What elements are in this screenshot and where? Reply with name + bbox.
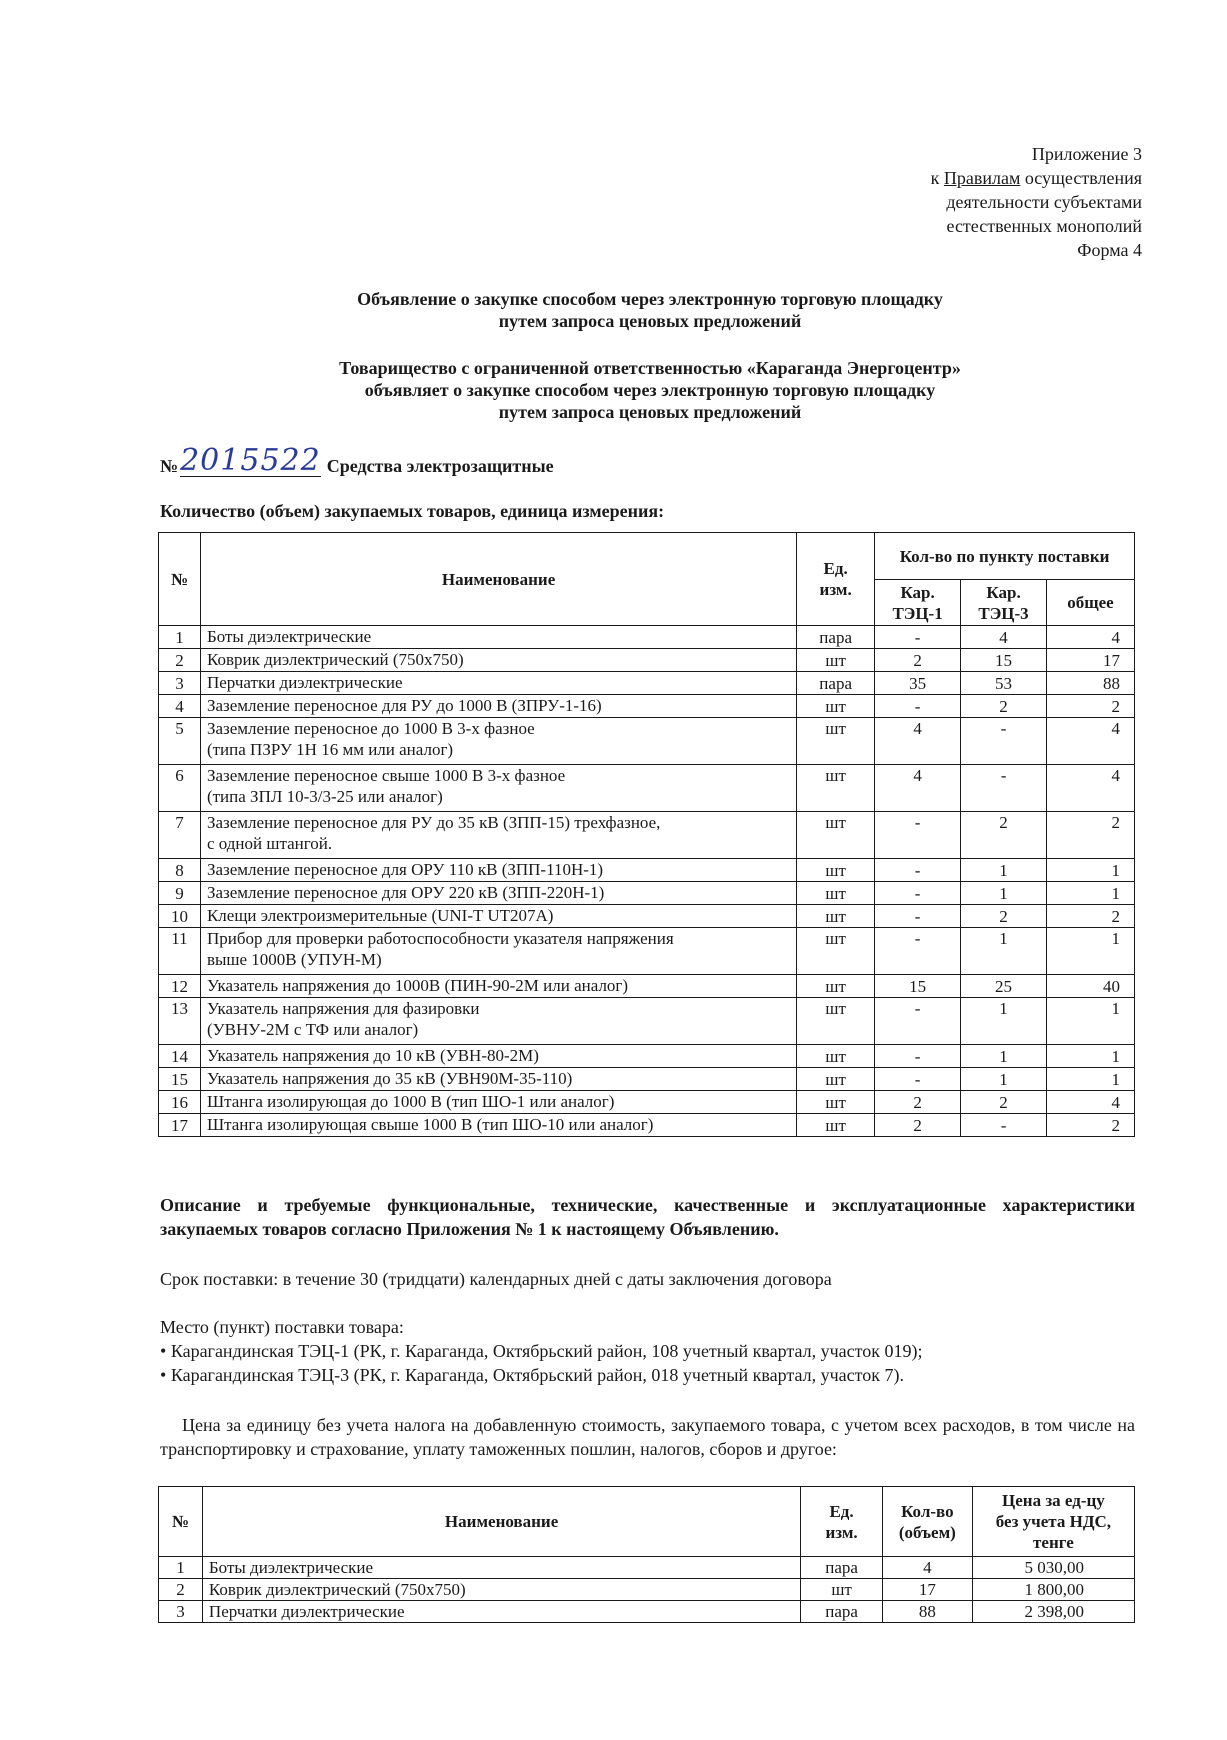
item-name-line-1: Заземление переносное для ОРУ 220 кВ (ЗПП-220Н-1) [206,883,605,902]
header-unit-line-1: Ед. [823,559,848,578]
item-unit: шт [797,975,875,998]
price-header-price [972,1487,1134,1557]
price-header-qty [882,1487,972,1557]
item-unit: пара [801,1557,883,1579]
qty-tec3: 53 [961,672,1047,695]
qty-total: 88 [1047,672,1135,695]
price-header-price-line-3: тенге [1033,1533,1074,1552]
quantity-section-title: Количество (объем) закупаемых товаров, единица измерения: [160,501,665,521]
row-number: 12 [159,975,201,998]
header-unit [797,533,875,626]
row-number: 5 [159,718,201,765]
delivery-place-item-2: • Карагандинская ТЭЦ-3 (РК, г. Караганда, Октябрьский район, 018 учетный квартал, участок 7). [160,1365,905,1385]
item-unit: пара [801,1601,883,1623]
appendix-line-4: естественных монополий [946,216,1142,236]
row-number: 4 [159,695,201,718]
header-tec1-line-2: ТЭЦ-1 [892,603,943,623]
table-row [159,998,1135,1045]
number-sign: № [160,456,179,476]
item-name-line-1: Указатель напряжения до 35 кВ (УВН90М-35-110) [206,1069,573,1088]
qty-total: 4 [1047,765,1135,812]
qty-tec3: 1 [961,1045,1047,1068]
qty-tec1: - [875,626,961,649]
qty-tec3: - [961,765,1047,812]
item-name [200,975,796,998]
item-name-line-1: Заземление переносное до 1000 В 3-х фазное [206,719,535,738]
organization-statement [160,357,1140,423]
qty-total: 4 [1047,1091,1135,1114]
qty-tec1: - [875,928,961,975]
header-delivery: Кол-во по пункту поставки [875,533,1135,580]
qty-tec3: - [961,1114,1047,1137]
appendix-line-3: деятельности субъектами [946,192,1142,212]
price-table [158,1486,1135,1623]
item-name-line-2: (типа ЗПЛ 10-3/3-25 или аналог) [206,787,443,806]
item-unit: шт [797,1091,875,1114]
row-number: 9 [159,882,201,905]
qty-total: 2 [1047,1114,1135,1137]
table-row [159,1114,1135,1137]
qty-tec1: 2 [875,649,961,672]
handwritten-lot-number: 2015522 [180,443,321,478]
organization-line-2: объявляет о закупке способом через электронную торговую площадку [364,380,936,400]
item-name-line-1: Прибор для проверки работоспособности указателя напряжения [206,929,674,948]
row-number: 10 [159,905,201,928]
price-header-name: Наименование [202,1487,800,1557]
item-name-line-1: Указатель напряжения для фазировки [206,999,480,1018]
item-unit: шт [797,718,875,765]
table-row [159,975,1135,998]
row-number: 2 [159,649,201,672]
qty-tec3: - [961,718,1047,765]
qty-total: 40 [1047,975,1135,998]
item-unit: шт [797,649,875,672]
item-unit: шт [797,1068,875,1091]
appendix-line-2-prefix: к [930,168,944,188]
appendix-line-1: Приложение 3 [1031,144,1142,164]
item-name [200,695,796,718]
row-number: 13 [159,998,201,1045]
price-header-price-line-2: без учета НДС, [995,1512,1112,1531]
table-row [159,1579,1135,1601]
item-unit: шт [797,695,875,718]
item-unit: пара [797,626,875,649]
header-name: Наименование [200,533,796,626]
qty-tec3: 25 [961,975,1047,998]
item-unit: шт [797,765,875,812]
appendix-line-2 [931,166,1142,190]
table-row [159,859,1135,882]
qty-tec3: 15 [961,649,1047,672]
item-name [200,905,796,928]
item-unit: шт [797,882,875,905]
qty-total: 1 [1047,928,1135,975]
appendix-line-2-suffix: осуществления [1020,168,1142,188]
qty-tec1: - [875,1068,961,1091]
item-name-line-1: Указатель напряжения до 10 кВ (УВН-80-2М) [206,1046,539,1065]
qty-total: 1 [1047,882,1135,905]
item-name-line-1: Заземление переносное свыше 1000 В 3-х фазное [206,766,566,785]
item-name [200,928,796,975]
table-row [159,649,1135,672]
qty-total: 17 [1047,649,1135,672]
header-tec3-line-2: ТЭЦ-3 [978,603,1029,623]
price-header-unit-line-2: изм. [825,1522,858,1542]
delivery-place-item-2-text: Карагандинская ТЭЦ-3 (РК, г. Караганда, Октябрьский район, 018 учетный квартал, участок 7). [170,1365,905,1385]
row-number: 6 [159,765,201,812]
header-total: общее [1047,580,1135,626]
quantity-table [158,532,1135,1137]
form-number: Форма 4 [1077,240,1142,260]
header-tec1 [875,580,961,626]
item-name-line-2: (УВНУ-2М с ТФ или аналог) [206,1020,419,1039]
row-number: 2 [159,1579,203,1601]
item-unit: шт [797,812,875,859]
price-note: Цена за единицу без учета налога на добавленную стоимость, закупаемого товара, с учетом всех расходов, в том числе на транспортировку и страхование, уплату таможенных пошлин, налогов, сборов и другое: [160,1415,1135,1459]
item-name: Боты диэлектрические [202,1557,800,1579]
item-unit: шт [797,859,875,882]
item-name-line-1: Указатель напряжения до 1000В (ПИН-90-2М или аналог) [206,976,629,995]
table-row [159,812,1135,859]
row-number: 11 [159,928,201,975]
appendix-header [931,142,1142,262]
item-price: 1 800,00 [972,1579,1134,1601]
item-name-line-2: (типа ПЗРУ 1Н 16 мм или аналог) [206,740,454,759]
item-name [200,765,796,812]
qty-tec3: 1 [961,998,1047,1045]
item-price: 2 398,00 [972,1601,1134,1623]
header-no: № [159,533,201,626]
row-number: 17 [159,1114,201,1137]
delivery-place-label: Место (пункт) поставки товара: [160,1317,404,1337]
qty-tec3: 1 [961,882,1047,905]
table-row [159,928,1135,975]
description-paragraph: Описание и требуемые функциональные, технические, качественные и эксплуатационные характеристики закупаемых товаров согласно Приложения № 1 к настоящему Объявлению. [160,1195,1135,1239]
item-name [200,998,796,1045]
price-header-unit [801,1487,883,1557]
qty-tec3: 2 [961,695,1047,718]
row-number: 1 [159,626,201,649]
item-name: Перчатки диэлектрические [202,1601,800,1623]
row-number: 8 [159,859,201,882]
header-unit-line-2: изм. [819,580,852,599]
qty-total: 2 [1047,905,1135,928]
rules-link[interactable]: Правилам [943,168,1021,188]
item-unit: шт [797,998,875,1045]
lot-line [160,443,554,478]
row-number: 7 [159,812,201,859]
announcement-title-line-2: путем запроса ценовых предложений [498,311,802,331]
table-row [159,1068,1135,1091]
row-number: 15 [159,1068,201,1091]
item-unit: шт [797,928,875,975]
qty-tec1: 35 [875,672,961,695]
header-tec3 [961,580,1047,626]
table-row [159,882,1135,905]
qty-tec1: - [875,998,961,1045]
item-name [200,672,796,695]
table-row [159,1601,1135,1623]
item-name-line-1: Клещи электроизмерительные (UNI-T UT207A) [206,906,554,925]
qty-tec1: 2 [875,1114,961,1137]
delivery-term-label: Срок поставки: [160,1269,279,1289]
price-header-qty-line-1: Кол-во [901,1501,954,1521]
item-name [200,626,796,649]
qty-tec1: - [875,859,961,882]
item-name [200,649,796,672]
header-tec3-line-1: Кар. [986,582,1021,602]
table-row [159,718,1135,765]
item-name-line-1: Штанга изолирующая свыше 1000 В (тип ШО-10 или аналог) [206,1115,654,1134]
qty-tec3: 2 [961,1091,1047,1114]
item-qty: 88 [882,1601,972,1623]
item-unit: пара [797,672,875,695]
qty-tec1: - [875,812,961,859]
item-name-line-1: Заземление переносное для ОРУ 110 кВ (ЗПП-110Н-1) [206,860,604,879]
row-number: 3 [159,672,201,695]
item-name [200,812,796,859]
qty-tec1: 2 [875,1091,961,1114]
qty-tec1: - [875,1045,961,1068]
qty-tec1: - [875,695,961,718]
item-name [200,1045,796,1068]
qty-tec1: 4 [875,718,961,765]
table-row [159,626,1135,649]
row-number: 3 [159,1601,203,1623]
item-name-line-1: Заземление переносное для РУ до 35 кВ (ЗПП-15) трехфазное, [206,813,661,832]
qty-tec3: 1 [961,928,1047,975]
qty-total: 1 [1047,1045,1135,1068]
price-table-body [159,1557,1135,1623]
item-name [200,1114,796,1137]
item-name-line-1: Заземление переносное для РУ до 1000 В (ЗПРУ-1-16) [206,696,602,715]
item-name [200,718,796,765]
item-name [200,882,796,905]
header-tec1-line-1: Кар. [900,582,935,602]
item-name [200,1068,796,1091]
table-row [159,672,1135,695]
qty-total: 1 [1047,998,1135,1045]
price-header-qty-line-2: (объем) [898,1522,956,1542]
price-header-no: № [159,1487,203,1557]
qty-total: 1 [1047,1068,1135,1091]
table-row [159,1091,1135,1114]
qty-tec1: 15 [875,975,961,998]
row-number: 16 [159,1091,201,1114]
row-number: 1 [159,1557,203,1579]
qty-total: 2 [1047,812,1135,859]
organization-line-3: путем запроса ценовых предложений [498,402,802,422]
item-qty: 17 [882,1579,972,1601]
item-name [200,1091,796,1114]
item-unit: шт [797,1114,875,1137]
announcement-title [160,288,1140,332]
delivery-term [160,1267,1135,1291]
item-name: Коврик диэлектрический (750х750) [202,1579,800,1601]
item-unit: шт [801,1579,883,1601]
item-name [200,859,796,882]
lot-name: Средства электрозащитные [326,456,554,476]
table-row [159,765,1135,812]
item-name-line-2: выше 1000В (УПУН-М) [206,950,382,969]
qty-tec3: 1 [961,1068,1047,1091]
item-name-line-1: Перчатки диэлектрические [206,673,403,692]
table-row [159,905,1135,928]
item-qty: 4 [882,1557,972,1579]
qty-tec1: 4 [875,765,961,812]
item-unit: шт [797,905,875,928]
qty-total: 1 [1047,859,1135,882]
price-header-price-line-1: Цена за ед-цу [1002,1491,1105,1510]
item-unit: шт [797,1045,875,1068]
item-price: 5 030,00 [972,1557,1134,1579]
qty-tec3: 2 [961,905,1047,928]
delivery-place-item-1-text: Карагандинская ТЭЦ-1 (РК, г. Караганда, Октябрьский район, 108 учетный квартал, участок 019); [170,1341,923,1361]
delivery-place-item-1: • Карагандинская ТЭЦ-1 (РК, г. Караганда, Октябрьский район, 108 учетный квартал, участок 019); [160,1341,923,1361]
delivery-place [160,1315,1135,1387]
announcement-title-line-1: Объявление о закупке способом через электронную торговую площадку [357,289,943,309]
row-number: 14 [159,1045,201,1068]
item-name-line-1: Штанга изолирующая до 1000 В (тип ШО-1 или аналог) [206,1092,615,1111]
qty-tec3: 2 [961,812,1047,859]
quantity-table-body [159,626,1135,1137]
table-row [159,695,1135,718]
qty-total: 4 [1047,626,1135,649]
table-row [159,1045,1135,1068]
table-row [159,1557,1135,1579]
organization-line-1: Товарищество с ограниченной ответственностью «Караганда Энергоцентр» [339,358,961,378]
qty-tec3: 4 [961,626,1047,649]
price-header-unit-line-1: Ед. [829,1501,854,1521]
item-name-line-1: Коврик диэлектрический (750х750) [206,650,464,669]
item-name-line-2: с одной штангой. [206,834,333,853]
qty-tec1: - [875,905,961,928]
qty-tec3: 1 [961,859,1047,882]
qty-total: 2 [1047,695,1135,718]
qty-tec1: - [875,882,961,905]
delivery-term-text: в течение 30 (тридцати) календарных дней с даты заключения договора [278,1269,832,1289]
qty-total: 4 [1047,718,1135,765]
item-name-line-1: Боты диэлектрические [206,627,372,646]
